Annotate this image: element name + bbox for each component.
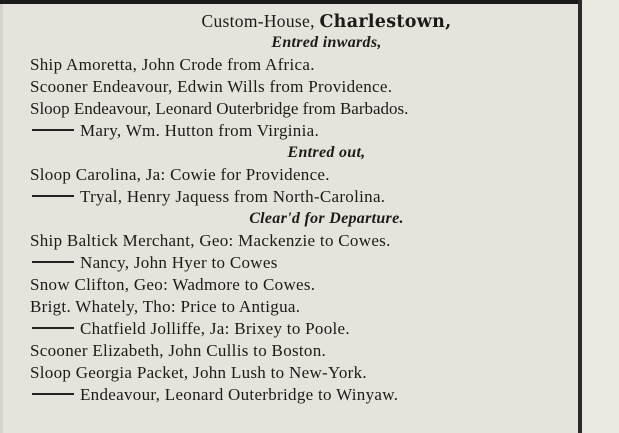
- scan-top-border: [0, 0, 619, 4]
- entry-text: Sloop Georgia Packet, John Lush to New-York.: [30, 363, 367, 382]
- entry-line: [30, 340, 585, 362]
- page-left-edge: [0, 0, 3, 433]
- entry-line: [30, 230, 585, 252]
- section-title-cleared-for-departure: Clear'd for Departure.: [249, 210, 404, 227]
- entry-line: [30, 98, 585, 120]
- entry-line: [30, 318, 585, 340]
- entry-text: Endeavour, Leonard Outerbridge to Winyaw.: [80, 385, 399, 404]
- heading-prefix: Custom-House,: [201, 11, 315, 31]
- entry-line: [30, 120, 585, 142]
- heading-place: Charlestown,: [319, 12, 452, 32]
- entry-text: Sloop Endeavour, Leonard Outerbridge from Barbados.: [30, 99, 409, 118]
- shipping-news-column: [30, 10, 585, 406]
- entry-text: Mary, Wm. Hutton from Virginia.: [80, 121, 320, 140]
- entry-text: Scooner Elizabeth, John Cullis to Boston.: [30, 341, 327, 360]
- ditto-dash: [32, 129, 74, 131]
- entry-line: [30, 164, 585, 186]
- entry-text: Brigt. Whately, Tho: Price to Antigua.: [30, 297, 301, 316]
- entry-line: [30, 274, 585, 296]
- entry-text: Sloop Carolina, Ja: Cowie for Providence.: [30, 165, 330, 184]
- entry-text: Tryal, Henry Jaquess from North-Carolina.: [80, 187, 386, 206]
- adjacent-column-margin: [582, 0, 619, 433]
- entry-line: [30, 362, 585, 384]
- section-title-entred-inwards: Entred inwards,: [271, 34, 382, 51]
- entry-text: Nancy, John Hyer to Cowes: [80, 253, 278, 272]
- entry-text: Ship Baltick Merchant, Geo: Mackenzie to Cowes.: [30, 231, 391, 250]
- entry-text: Scooner Endeavour, Edwin Wills from Providence.: [30, 77, 393, 96]
- ditto-dash: [32, 327, 74, 329]
- entry-line: [30, 384, 585, 406]
- ditto-dash: [32, 261, 74, 263]
- entry-text: Chatfield Jolliffe, Ja: Brixey to Poole.: [80, 319, 350, 338]
- entry-line: [30, 252, 585, 274]
- entry-text: Snow Clifton, Geo: Wadmore to Cowes.: [30, 275, 316, 294]
- custom-house-heading: [30, 10, 585, 32]
- entry-line: [30, 54, 585, 76]
- entry-line: [30, 186, 585, 208]
- entry-text: Ship Amoretta, John Crode from Africa.: [30, 55, 315, 74]
- entry-line: [30, 76, 585, 98]
- ditto-dash: [32, 393, 74, 395]
- entry-line: [30, 296, 585, 318]
- ditto-dash: [32, 195, 74, 197]
- section-title-entred-out: Entred out,: [287, 144, 366, 161]
